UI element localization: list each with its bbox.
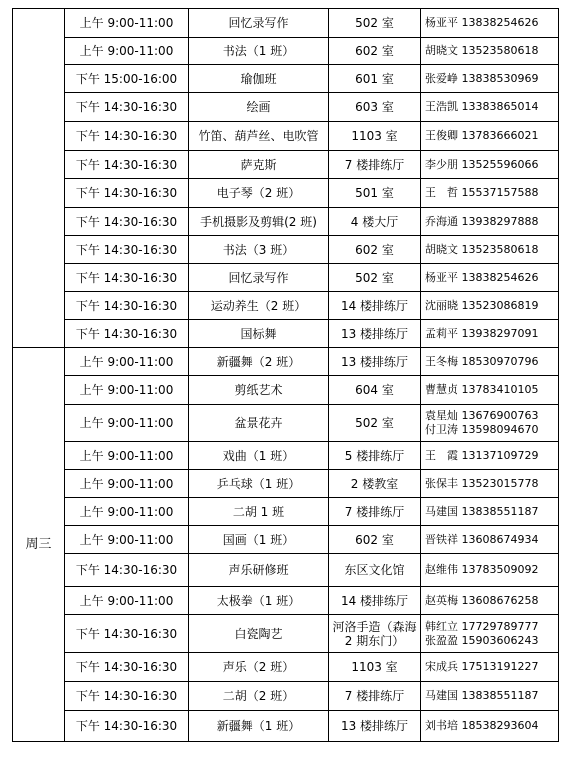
contact-cell — [421, 208, 559, 236]
room-cell: 4 楼大厅 — [329, 208, 421, 236]
time-cell: 下午 14:30-16:30 — [65, 236, 189, 264]
time-cell: 上午 9:00-11:00 — [65, 470, 189, 498]
contact-cell — [421, 292, 559, 320]
contact-cell — [421, 264, 559, 292]
table-row — [13, 236, 559, 264]
room-cell: 1103 室 — [329, 653, 421, 682]
contact-cell — [421, 65, 559, 93]
course-cell: 书法（1 班） — [189, 38, 329, 65]
time-cell: 下午 14:30-16:30 — [65, 208, 189, 236]
time-cell: 上午 9:00-11:00 — [65, 376, 189, 405]
room-cell: 603 室 — [329, 93, 421, 122]
table-row — [13, 208, 559, 236]
contact-line: 王 霞 13137109729 — [425, 448, 539, 462]
contact-cell — [421, 442, 559, 470]
time-cell: 下午 14:30-16:30 — [65, 151, 189, 179]
table-row — [13, 179, 559, 208]
contact-cell — [421, 9, 559, 38]
course-cell: 竹笛、葫芦丝、电吹管 — [189, 122, 329, 151]
contact-line: 赵英梅 13608676258 — [425, 593, 539, 607]
time-cell: 上午 9:00-11:00 — [65, 526, 189, 554]
course-cell: 白瓷陶艺 — [189, 615, 329, 653]
contact-line: 韩红立 17729789777 — [425, 619, 539, 633]
contact-cell — [421, 653, 559, 682]
contact-cell — [421, 554, 559, 587]
table-row — [13, 470, 559, 498]
course-cell: 新疆舞（1 班） — [189, 711, 329, 742]
contact-cell — [421, 526, 559, 554]
contact-cell — [421, 38, 559, 65]
time-cell: 上午 9:00-11:00 — [65, 348, 189, 376]
course-cell: 声乐研修班 — [189, 554, 329, 587]
time-cell: 上午 9:00-11:00 — [65, 405, 189, 442]
table-row — [13, 615, 559, 653]
table-row — [13, 292, 559, 320]
time-cell: 下午 14:30-16:30 — [65, 711, 189, 742]
time-cell: 下午 14:30-16:30 — [65, 93, 189, 122]
contact-line: 胡晓文 13523580618 — [425, 242, 539, 256]
table-row — [13, 405, 559, 442]
contact-line: 王冬梅 18530970796 — [425, 354, 539, 368]
contact-line: 赵维伟 13783509092 — [425, 563, 539, 576]
contact-cell — [421, 682, 559, 711]
table-row — [13, 376, 559, 405]
contact-cell — [421, 405, 559, 442]
course-cell: 萨克斯 — [189, 151, 329, 179]
course-cell: 声乐（2 班） — [189, 653, 329, 682]
room-cell: 604 室 — [329, 376, 421, 405]
room-cell: 602 室 — [329, 526, 421, 554]
contact-line: 王浩凯 13383865014 — [425, 100, 539, 113]
contact-line: 张盈盈 15903606243 — [425, 633, 539, 647]
room-cell: 501 室 — [329, 179, 421, 208]
table-row — [13, 264, 559, 292]
course-cell: 乒乓球（1 班） — [189, 470, 329, 498]
time-cell: 下午 14:30-16:30 — [65, 554, 189, 587]
room-cell: 14 楼排练厅 — [329, 587, 421, 615]
contact-line: 孟莉平 13938297091 — [425, 326, 539, 340]
schedule-body — [13, 9, 559, 742]
contact-cell — [421, 179, 559, 208]
contact-line: 曹慧贞 13783410105 — [425, 383, 539, 396]
contact-line: 马建国 13838551187 — [425, 504, 539, 518]
contact-cell — [421, 587, 559, 615]
contact-cell — [421, 376, 559, 405]
contact-cell — [421, 711, 559, 742]
contact-line: 张爱峥 13838530969 — [425, 71, 539, 85]
table-row — [13, 682, 559, 711]
time-cell: 上午 9:00-11:00 — [65, 498, 189, 526]
room-cell: 7 楼排练厅 — [329, 151, 421, 179]
day-cell: 周三 — [13, 348, 65, 742]
room-cell: 602 室 — [329, 236, 421, 264]
table-row — [13, 65, 559, 93]
contact-line: 王俊卿 13783666021 — [425, 129, 539, 142]
course-cell: 运动养生（2 班） — [189, 292, 329, 320]
room-cell: 602 室 — [329, 38, 421, 65]
room-cell: 5 楼排练厅 — [329, 442, 421, 470]
time-cell: 下午 14:30-16:30 — [65, 682, 189, 711]
room-cell: 13 楼排练厅 — [329, 348, 421, 376]
course-cell: 国标舞 — [189, 320, 329, 348]
table-row — [13, 653, 559, 682]
table-row — [13, 442, 559, 470]
time-cell: 下午 15:00-16:00 — [65, 65, 189, 93]
course-cell: 书法（3 班） — [189, 236, 329, 264]
contact-line: 杨亚平 13838254626 — [425, 16, 539, 29]
table-row — [13, 554, 559, 587]
table-row — [13, 9, 559, 38]
table-row — [13, 38, 559, 65]
contact-line: 袁星灿 13676900763 — [425, 409, 539, 422]
contact-cell — [421, 236, 559, 264]
time-cell: 下午 14:30-16:30 — [65, 320, 189, 348]
time-cell: 下午 14:30-16:30 — [65, 264, 189, 292]
room-cell: 7 楼排练厅 — [329, 682, 421, 711]
course-cell: 绘画 — [189, 93, 329, 122]
contact-line: 王 哲 15537157588 — [425, 186, 539, 199]
table-row — [13, 711, 559, 742]
course-cell: 剪纸艺术 — [189, 376, 329, 405]
course-cell: 手机摄影及剪辑(2 班) — [189, 208, 329, 236]
table-row — [13, 526, 559, 554]
course-cell: 盆景花卉 — [189, 405, 329, 442]
contact-cell — [421, 615, 559, 653]
course-cell: 回忆录写作 — [189, 9, 329, 38]
contact-cell — [421, 320, 559, 348]
contact-line: 乔海通 13938297888 — [425, 214, 539, 228]
time-cell: 下午 14:30-16:30 — [65, 615, 189, 653]
course-cell: 戏曲（1 班） — [189, 442, 329, 470]
contact-line: 杨亚平 13838254626 — [425, 270, 539, 284]
course-cell: 国画（1 班） — [189, 526, 329, 554]
room-cell: 河洛手造（森海 2 期东门） — [329, 615, 421, 653]
table-row — [13, 151, 559, 179]
course-cell: 电子琴（2 班） — [189, 179, 329, 208]
room-cell: 502 室 — [329, 405, 421, 442]
contact-line: 张保丰 13523015778 — [425, 476, 539, 490]
contact-cell — [421, 348, 559, 376]
time-cell: 下午 14:30-16:30 — [65, 179, 189, 208]
room-cell: 502 室 — [329, 9, 421, 38]
table-row — [13, 348, 559, 376]
course-cell: 新疆舞（2 班） — [189, 348, 329, 376]
table-row — [13, 93, 559, 122]
room-cell: 13 楼排练厅 — [329, 711, 421, 742]
course-cell: 回忆录写作 — [189, 264, 329, 292]
course-cell: 二胡 1 班 — [189, 498, 329, 526]
time-cell: 上午 9:00-11:00 — [65, 38, 189, 65]
time-cell: 下午 14:30-16:30 — [65, 122, 189, 151]
time-cell: 上午 9:00-11:00 — [65, 9, 189, 38]
course-cell: 太极拳（1 班） — [189, 587, 329, 615]
contact-line: 马建国 13838551187 — [425, 689, 539, 702]
room-cell: 2 楼教室 — [329, 470, 421, 498]
contact-line: 沈丽晓 13523086819 — [425, 298, 539, 312]
table-row — [13, 498, 559, 526]
day-cell — [13, 9, 65, 348]
room-cell: 东区文化馆 — [329, 554, 421, 587]
course-cell: 二胡（2 班） — [189, 682, 329, 711]
contact-cell — [421, 498, 559, 526]
contact-line: 刘书培 18538293604 — [425, 719, 539, 732]
room-cell: 601 室 — [329, 65, 421, 93]
time-cell: 上午 9:00-11:00 — [65, 587, 189, 615]
contact-cell — [421, 151, 559, 179]
contact-line: 宋成兵 17513191227 — [425, 660, 539, 673]
time-cell: 上午 9:00-11:00 — [65, 442, 189, 470]
table-row — [13, 122, 559, 151]
time-cell: 下午 14:30-16:30 — [65, 292, 189, 320]
contact-cell — [421, 470, 559, 498]
table-row — [13, 320, 559, 348]
schedule-table — [12, 8, 559, 742]
room-cell: 14 楼排练厅 — [329, 292, 421, 320]
contact-line: 晋铁祥 13608674934 — [425, 532, 539, 546]
contact-line: 胡晓文 13523580618 — [425, 44, 539, 57]
contact-cell — [421, 93, 559, 122]
contact-line: 付卫涛 13598094670 — [425, 423, 539, 436]
room-cell: 13 楼排练厅 — [329, 320, 421, 348]
contact-line: 李少朋 13525596066 — [425, 157, 539, 171]
table-row — [13, 587, 559, 615]
room-cell: 7 楼排练厅 — [329, 498, 421, 526]
course-cell: 瑜伽班 — [189, 65, 329, 93]
room-cell: 1103 室 — [329, 122, 421, 151]
time-cell: 下午 14:30-16:30 — [65, 653, 189, 682]
contact-cell — [421, 122, 559, 151]
room-cell: 502 室 — [329, 264, 421, 292]
